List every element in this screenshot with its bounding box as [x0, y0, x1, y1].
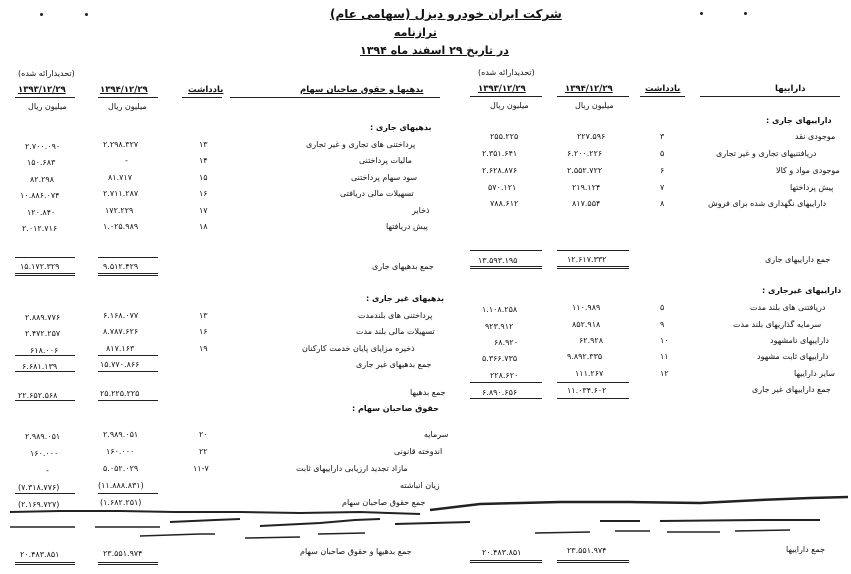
left-restated-note: (تحدیدارائه شده) — [18, 69, 75, 78]
row-prev-value: ۲.۷۰۰.۰۹۰ — [25, 142, 61, 151]
row-note: ۱۸ — [199, 222, 208, 231]
row-note: ۲۲ — [199, 447, 208, 456]
row-note: ۹ — [660, 320, 665, 329]
left-col-note: یادداشت — [188, 85, 224, 95]
total-label: جمع حقوق صاحبان سهام — [342, 498, 426, 507]
row-label: ذخایر — [412, 206, 430, 215]
row-cur-value: ۸۵۲.۹۱۸ — [572, 320, 601, 329]
row-label: ذخیره مزایای پایان خدمت کارکنان — [302, 344, 415, 353]
row-label: موجودی مواد و کالا — [776, 166, 840, 175]
row-cur-value: - — [125, 156, 128, 165]
row-label: دریافتنیهای تجاری و غیر تجاری — [716, 149, 817, 158]
row-note: ۷ — [660, 183, 665, 192]
row-note: ۱۵ — [199, 173, 208, 182]
total-label: جمع داراییها — [786, 545, 826, 554]
right-current-total-double-rule — [557, 266, 629, 269]
row-cur-value: ۱.۰۲۵.۹۸۹ — [103, 222, 139, 231]
statement-date: در تاریخ ۲۹ اسفند ماه ۱۳۹۴ — [360, 44, 509, 57]
row-prev-value: ۱۰.۸۸۶.۰۷۴ — [20, 191, 60, 200]
row-note: ۱۳ — [199, 311, 208, 320]
statement-title: ترازنامه — [394, 26, 437, 39]
row-cur-value: ۲.۹۸۹.۰۵۱ — [103, 430, 139, 439]
total-prev-value: ۱۳.۵۹۳.۱۹۵ — [478, 256, 518, 265]
row-prev-value: ۶۸.۹۲۰ — [494, 338, 519, 347]
row-cur-value: ۸.۷۸۷.۶۲۶ — [103, 327, 139, 336]
row-prev-value: ۲.۳۵۱.۶۴۱ — [482, 149, 518, 158]
row-prev-value: ۲۲۸.۶۲۰ — [490, 371, 519, 380]
row-cur-value: ۹.۸۹۲.۳۳۵ — [567, 352, 603, 361]
left-col-title: بدهیها و حقوق صاحبان سهام — [300, 85, 424, 95]
right-col-cur-year: ۱۳۹۴/۱۲/۲۹ — [565, 84, 613, 94]
total-cur-value: ۱۱.۰۳۴.۶۰۲ — [567, 386, 607, 395]
total-cur-value: ۲۳.۵۵۱.۹۷۴ — [103, 549, 143, 558]
row-label: سود سهام پرداختنی — [351, 173, 418, 182]
row-label: سایر داراییها — [794, 369, 835, 378]
row-prev-value: ۹۲۳.۹۱۲ — [485, 322, 514, 331]
row-prev-value: ۵۷۰.۱۲۱ — [488, 183, 517, 192]
row-prev-value: ۲.۴۷۲.۲۵۷ — [25, 329, 61, 338]
row-note: ۵ — [660, 149, 665, 158]
row-note: ۱۱-۷ — [193, 464, 209, 473]
row-cur-value: ۱۱۰.۹۸۹ — [572, 303, 601, 312]
total-cur-value: (۱.۶۸۲.۲۵۱) — [100, 498, 142, 507]
row-cur-value: ۲۲۷.۵۹۶ — [577, 132, 606, 141]
left-col-prev-year: ۱۳۹۳/۱۲/۲۹ — [18, 85, 66, 95]
row-label: تسهیلات مالی بلند مدت — [356, 327, 435, 336]
total-prev-value: ۶.۸۹۰.۶۵۶ — [482, 388, 518, 397]
row-label: زیان انباشته — [400, 481, 440, 490]
row-prev-value: ۷۸۸.۶۱۲ — [490, 199, 519, 208]
row-label: سرمایه گذاریهای بلند مدت — [733, 320, 822, 329]
right-col-note: یادداشت — [645, 84, 681, 94]
row-label: اندوخته قانونی — [394, 447, 443, 456]
row-label: پرداختنی های بلندمدت — [358, 311, 433, 320]
left-grand-total-double-rule — [98, 562, 158, 565]
right-unit-cur: میلیون ریال — [575, 101, 614, 110]
row-cur-value: ۱۶۰.۰۰۰ — [106, 447, 135, 456]
row-cur-value: ۶.۲۰۰.۲۲۶ — [567, 149, 603, 158]
row-prev-value: ۶۱۸.۰۰۶ — [30, 346, 59, 355]
row-note: ۱۴ — [199, 156, 208, 165]
left-col-cur-year: ۱۳۹۴/۱۲/۲۹ — [100, 85, 148, 95]
right-current-subtotal-rule — [557, 250, 629, 251]
total-cur-value: ۲۵.۲۲۵.۲۲۵ — [100, 389, 140, 398]
right-restated-note: (تحدیدارائه شده) — [478, 68, 535, 77]
left-equity-title: حقوق صاحبان سهام : — [352, 404, 439, 413]
total-cur-value: ۱۲.۶۱۷.۳۳۲ — [567, 255, 607, 264]
total-label: جمع داراییهای غیر جاری — [752, 385, 831, 394]
row-label: مالیات پرداختنی — [359, 156, 412, 165]
right-noncurrent-total-rule — [470, 398, 542, 399]
row-label: پیش دریافتها — [386, 222, 428, 231]
row-prev-value: ۲.۸۸۹.۷۷۶ — [25, 313, 61, 322]
row-label: پیش پرداختها — [790, 183, 834, 192]
row-prev-value: ۱۶۰.۰۰۰ — [30, 449, 59, 458]
row-cur-value: ۱۱۱.۲۶۷ — [575, 369, 604, 378]
right-col-title: داراییها — [775, 84, 806, 94]
row-cur-value: ۲.۲۹۸.۳۲۷ — [103, 140, 139, 149]
right-unit-prev: میلیون ریال — [490, 101, 529, 110]
total-prev-value: ۲۲.۶۵۲.۵۶۸ — [18, 391, 58, 400]
right-current-assets-title: داراییهای جاری : — [766, 116, 832, 125]
row-cur-value: ۸۱۷.۵۵۴ — [572, 199, 601, 208]
row-cur-value: ۸۱۷.۱۶۳ — [106, 344, 135, 353]
row-note: ۱۲ — [660, 369, 669, 378]
total-prev-value: ۶.۶۸۱.۱۳۹ — [22, 362, 58, 371]
row-label: داراییهای نامشهود — [770, 336, 829, 345]
row-label: مازاد تجدید ارزیابی داراییهای ثابت — [296, 464, 408, 473]
row-note: ۵ — [660, 303, 665, 312]
total-cur-value: ۹.۵۱۲.۴۲۹ — [103, 262, 139, 271]
row-note: ۸ — [660, 199, 665, 208]
row-cur-value: ۱۷۲.۲۲۹ — [105, 206, 134, 215]
total-cur-value: ۱۵.۷۷۰.۸۶۶ — [100, 360, 140, 369]
right-noncurrent-assets-title: داراییهای غیرجاری : — [762, 286, 842, 295]
row-prev-value: ۲.۰۱۲.۷۱۶ — [22, 224, 58, 233]
row-prev-value: ۱.۱۰۸.۲۵۸ — [482, 305, 518, 314]
total-cur-value: ۲۳.۵۵۱.۹۷۴ — [567, 546, 607, 555]
row-prev-value: ۲.۹۸۹.۰۵۱ — [25, 432, 61, 441]
right-current-total-double-rule — [470, 266, 542, 269]
row-cur-value: ۶۲.۹۲۸ — [579, 336, 604, 345]
left-grand-total-double-rule — [15, 562, 75, 565]
total-label: جمع بدهیها — [410, 388, 446, 397]
row-note: ۱۳ — [199, 140, 208, 149]
left-unit-prev: میلیون ریال — [28, 102, 67, 111]
total-label: جمع بدهیهای جاری — [372, 262, 434, 271]
total-prev-value: (۲.۱۶۹.۷۲۷) — [18, 500, 60, 509]
right-noncurrent-total-rule — [557, 398, 629, 399]
right-grand-total-double-rule — [470, 560, 542, 563]
row-note: ۱۱ — [660, 352, 669, 361]
total-label: جمع داراییهای جاری — [765, 255, 831, 264]
row-label: تسهیلات مالی دریافتی — [340, 189, 414, 198]
total-label: جمع بدهیها و حقوق صاحبان سهام — [300, 547, 412, 556]
row-prev-value: ۱۵۰.۶۸۳ — [27, 158, 56, 167]
row-note: ۱۶ — [199, 189, 208, 198]
row-note: ۲۰ — [199, 430, 208, 439]
right-current-subtotal-rule — [470, 250, 542, 251]
row-cur-value: ۲.۵۵۲.۷۲۲ — [567, 166, 603, 175]
row-prev-value: - — [46, 466, 49, 475]
row-label: داراییهای ثابت مشهود — [757, 352, 829, 361]
row-prev-value: ۲۵۵.۲۲۵ — [490, 132, 519, 141]
row-cur-value: ۶.۱۶۸.۰۷۷ — [103, 311, 139, 320]
total-prev-value: ۱۵.۱۷۲.۳۲۹ — [20, 262, 60, 271]
row-prev-value: ۸۲.۲۹۸ — [30, 175, 55, 184]
right-noncurrent-subtotal-rule — [557, 382, 629, 383]
left-unit-cur: میلیون ریال — [108, 102, 147, 111]
row-label: دریافتنی های بلند مدت — [750, 303, 826, 312]
total-prev-value: ۲۰.۴۸۳.۸۵۱ — [20, 550, 60, 559]
right-grand-total-double-rule — [557, 560, 629, 563]
row-label: داراییهای نگهداری شده برای فروش — [708, 199, 827, 208]
row-cur-value: ۵.۰۵۲.۰۲۹ — [103, 464, 139, 473]
row-note: ۶ — [660, 166, 665, 175]
row-cur-value: ۸۱.۷۱۷ — [108, 173, 133, 182]
row-label: سرمایه — [424, 430, 449, 439]
right-noncurrent-subtotal-rule — [470, 382, 542, 383]
row-note: ۱۷ — [199, 206, 208, 215]
left-noncurrent-liab-title: بدهیهای غیر جاری : — [366, 294, 445, 303]
row-note: ۳ — [660, 132, 665, 141]
total-label: جمع بدهیهای غیر جاری — [356, 360, 432, 369]
left-current-liab-title: بدهیهای جاری : — [370, 123, 432, 132]
row-note: ۱۶ — [199, 327, 208, 336]
row-label: پرداختنی های تجاری و غیر تجاری — [306, 140, 416, 149]
row-prev-value: ۵.۳۶۶.۷۳۵ — [482, 354, 518, 363]
row-cur-value: ۲.۷۱۱.۲۸۷ — [103, 189, 139, 198]
row-note: ۱۰ — [660, 336, 669, 345]
row-prev-value: ۲.۶۲۸.۸۷۶ — [482, 166, 518, 175]
total-prev-value: ۲۰.۴۸۳.۸۵۱ — [482, 548, 522, 557]
row-note: ۱۹ — [199, 344, 208, 353]
row-label: موجودی نقد — [795, 132, 836, 141]
right-col-prev-year: ۱۳۹۳/۱۲/۲۹ — [478, 84, 526, 94]
row-prev-value: (۷.۳۱۸.۷۷۶) — [18, 483, 60, 492]
row-cur-value: ۲۱۹.۱۲۴ — [572, 183, 601, 192]
row-prev-value: ۱۲۰.۸۴۰ — [27, 208, 56, 217]
company-name: شرکت ایران خودرو دیزل (سهامی عام) — [330, 7, 562, 21]
row-cur-value: (۱۱.۸۸۸.۸۳۱) — [98, 481, 144, 490]
